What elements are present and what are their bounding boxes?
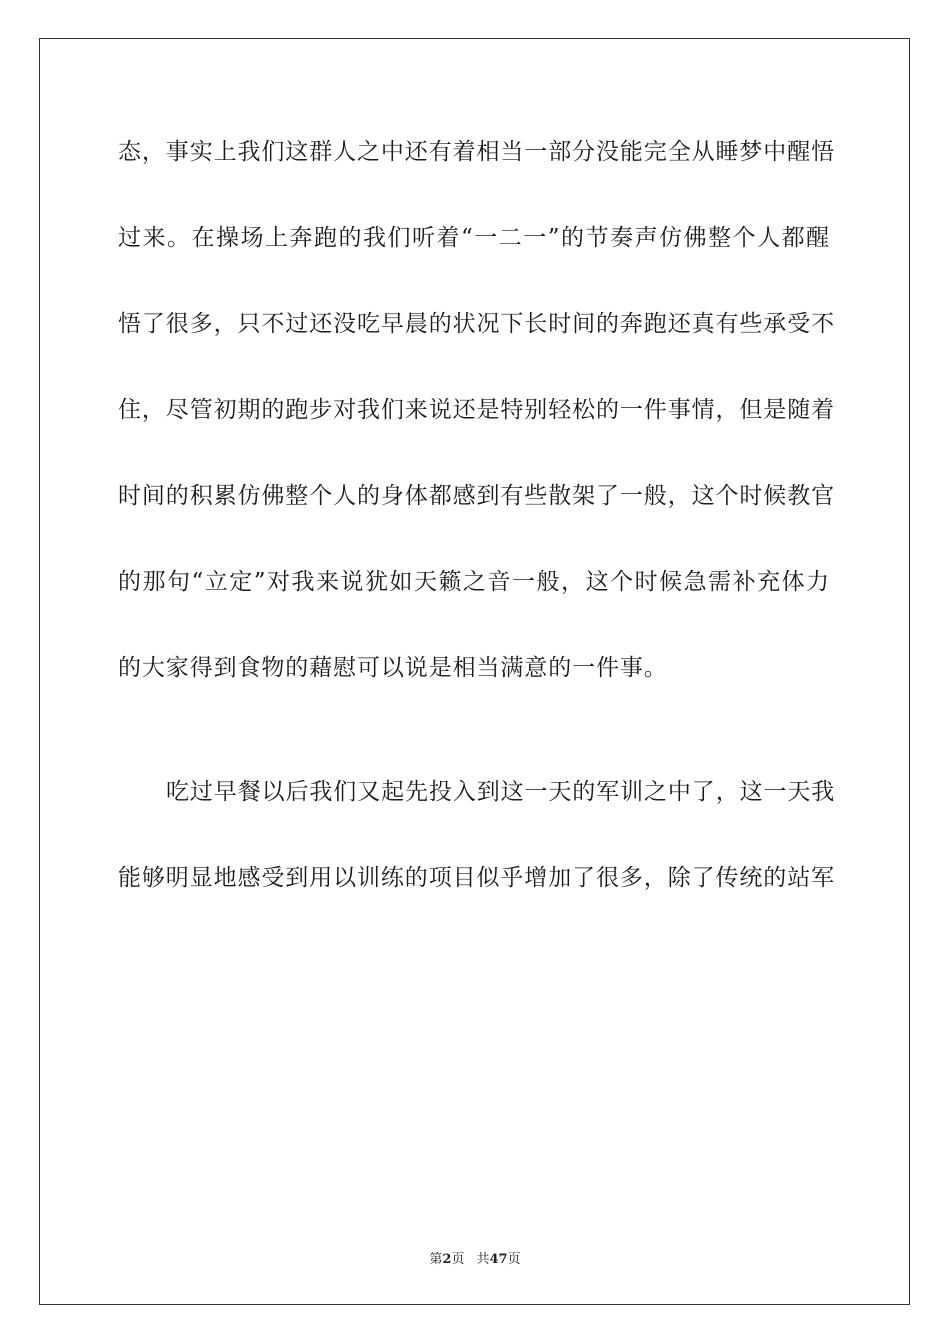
text-line-2: 过来。在操场上奔跑的我们听着“一二一”的节奏声仿佛整个人都醒 (118, 225, 830, 251)
text-line-8: 吃过早餐以后我们又起先投入到这一天的军训之中了，这一天我 (166, 779, 836, 805)
text-line-9: 能够明显地感受到用以训练的项目似乎增加了很多，除了传统的站军 (118, 865, 835, 891)
page-prefix: 第 (429, 1252, 443, 1267)
text-line-4: 住，尽管初期的跑步对我们来说还是特别轻松的一件事情，但是随着 (118, 397, 835, 423)
document-body (118, 132, 836, 944)
text-line-5: 时间的积累仿佛整个人的身体都感到有些散架了一般，这个时候教官 (118, 483, 835, 509)
page-number: 2 (442, 1252, 452, 1267)
text-line-3: 悟了很多，只不过还没吃早晨的状况下长时间的奔跑还真有些承受不 (118, 311, 835, 337)
text-line-7: 的大家得到食物的藉慰可以说是相当满意的一件事。 (118, 655, 668, 681)
text-line-1: 态，事实上我们这群人之中还有着相当一部分没能完全从睡梦中醒悟 (118, 139, 835, 165)
page-suffix: 页 (451, 1252, 465, 1267)
total-pages: 47 (489, 1252, 508, 1267)
page-footer (0, 1248, 950, 1267)
text-line-6: 的那句“立定”对我来说犹如天籁之音一般，这个时候急需补充体力 (118, 569, 830, 595)
total-prefix: 共 (476, 1252, 490, 1267)
total-suffix: 页 (507, 1252, 521, 1267)
